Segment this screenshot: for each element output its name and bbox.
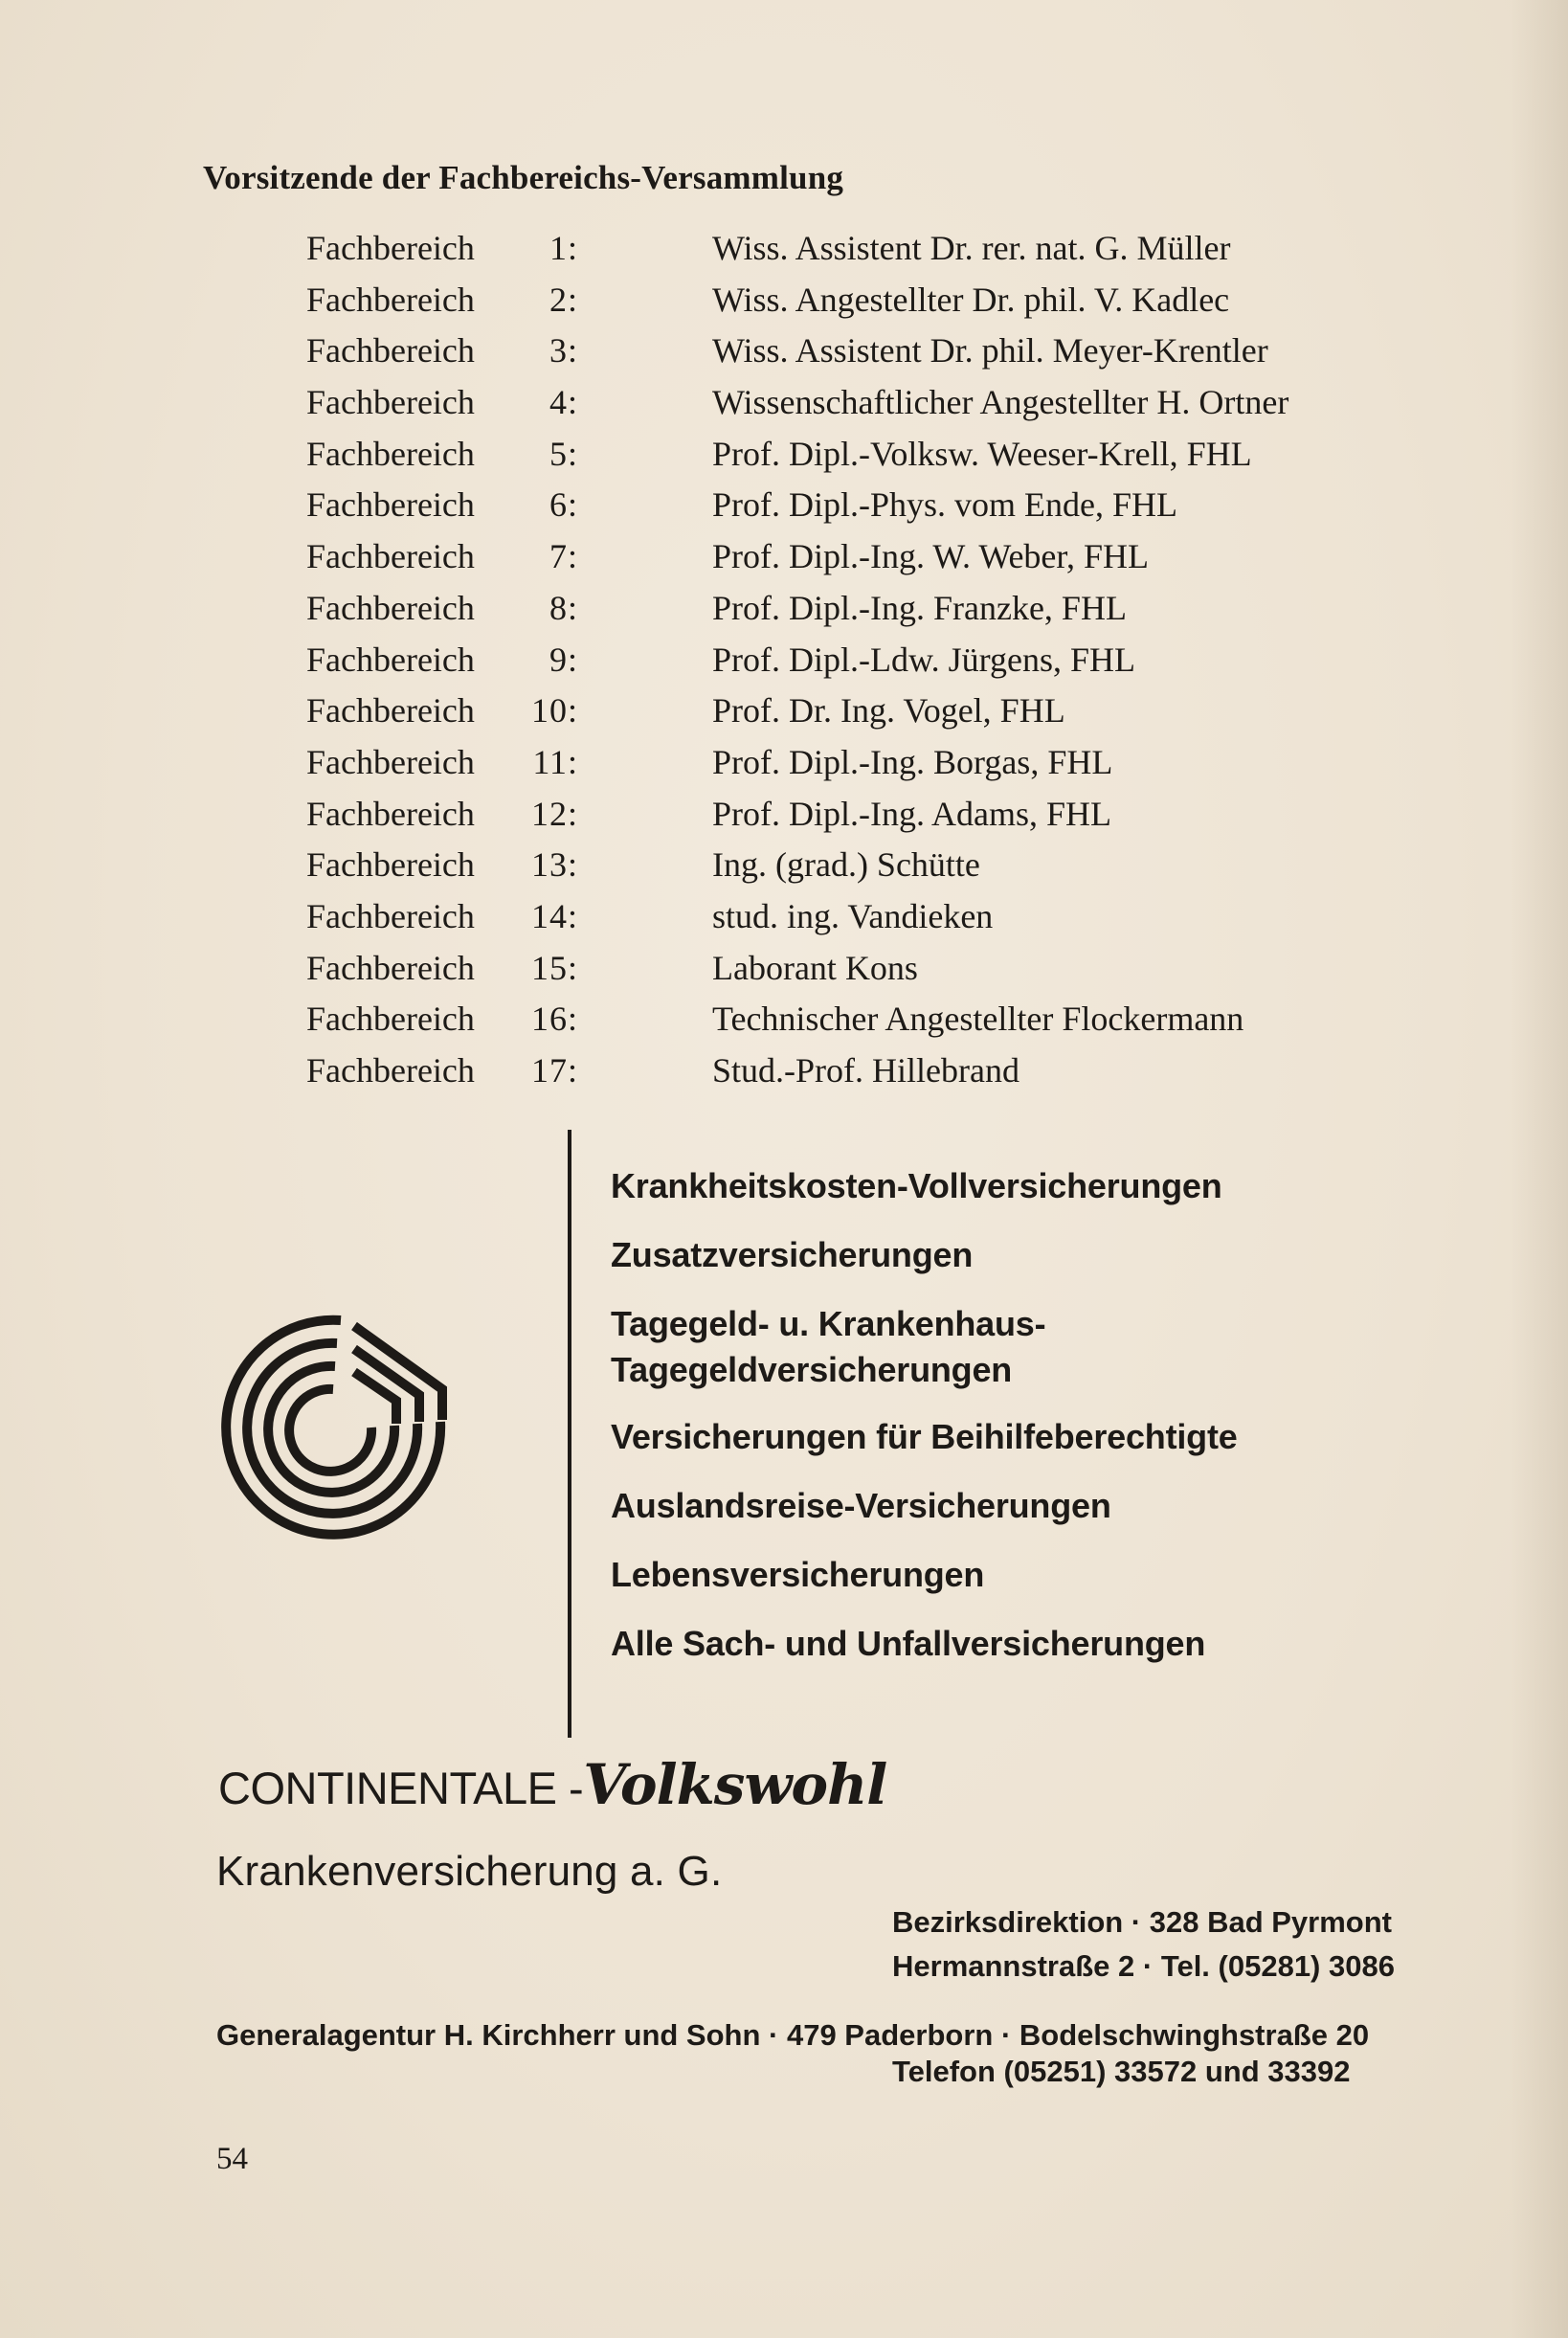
district-office-line: Bezirksdirektion · 328 Bad Pyrmont: [892, 1905, 1392, 1939]
chair-name: Prof. Dr. Ing. Vogel, FHL: [712, 691, 1065, 731]
chair-name: Stud.-Prof. Hillebrand: [712, 1051, 1019, 1090]
roster-row: [306, 480, 1436, 531]
roster-row: [306, 737, 1436, 789]
product-line: Tagegeld- u. Krankenhaus-: [611, 1304, 1046, 1343]
department-label: Fachbereich: [306, 896, 475, 935]
department-number: 13:: [530, 845, 578, 885]
department-number: 6:: [549, 485, 578, 525]
department-label: Fachbereich: [306, 229, 475, 267]
roster-row: [306, 789, 1436, 841]
roster-row: [306, 223, 1436, 275]
company-subtitle: Krankenversicherung a. G.: [216, 1848, 723, 1895]
continentale-logo-icon: [213, 1307, 448, 1544]
department-label: Fachbereich: [306, 691, 475, 731]
department-label: Fachbereich: [306, 640, 475, 679]
roster-row: [306, 326, 1436, 377]
chair-name: Prof. Dipl.-Volksw. Weeser-Krell, FHL: [712, 434, 1252, 473]
department-number: 8:: [549, 588, 578, 627]
department-number: 7:: [549, 537, 578, 576]
roster-row: [306, 840, 1436, 891]
department-label: Fachbereich: [306, 1000, 475, 1039]
page-edge-shadow: [1511, 0, 1568, 2338]
chair-name: stud. ing. Vandieken: [712, 896, 994, 935]
chair-name: Prof. Dipl.-Ldw. Jürgens, FHL: [712, 640, 1135, 679]
page-heading: Vorsitzende der Fachbereichs-Versammlung: [203, 159, 844, 196]
chair-name: Prof. Dipl.-Ing. W. Weber, FHL: [712, 537, 1149, 576]
chair-name: Prof. Dipl.-Phys. vom Ende, FHL: [712, 485, 1177, 525]
product-item: Krankheitskosten-Vollversicherungen: [611, 1166, 1222, 1205]
roster-row: [306, 943, 1436, 995]
department-label: Fachbereich: [306, 948, 475, 987]
chair-name: Wiss. Assistent Dr. rer. nat. G. Müller: [712, 229, 1231, 267]
department-label: Fachbereich: [306, 485, 475, 525]
department-label: Fachbereich: [306, 1051, 475, 1090]
chair-name: Technischer Angestellter Flockermann: [712, 1000, 1244, 1039]
department-number: 11:: [532, 742, 578, 781]
roster-row: [306, 377, 1436, 429]
roster-row: [306, 429, 1436, 481]
department-number: 16:: [530, 1000, 578, 1039]
agency-phone-line: Telefon (05251) 33572 und 33392: [892, 2055, 1351, 2088]
chair-name: Prof. Dipl.-Ing. Franzke, FHL: [712, 588, 1127, 627]
department-number: 9:: [549, 640, 578, 679]
insurance-products: [611, 1163, 1472, 1690]
product-line: Tagegeldversicherungen: [611, 1350, 1013, 1389]
department-number: 17:: [530, 1051, 578, 1090]
department-label: Fachbereich: [306, 588, 475, 627]
department-number: 15:: [530, 948, 578, 987]
department-label: Fachbereich: [306, 434, 475, 473]
roster-row: [306, 1045, 1436, 1097]
agency-line: Generalagentur H. Kirchherr und Sohn · 479 Paderborn · Bodelschwinghstraße 20: [216, 2018, 1370, 2052]
department-number: 14:: [530, 896, 578, 935]
department-label: Fachbereich: [306, 845, 475, 885]
department-number: 12:: [530, 794, 578, 833]
product-item: Alle Sach- und Unfallversicherungen: [611, 1624, 1206, 1663]
department-number: 5:: [549, 434, 578, 473]
roster-row: [306, 635, 1436, 686]
chair-name: Wiss. Assistent Dr. phil. Meyer-Krentler: [712, 331, 1268, 371]
department-number: 3:: [549, 331, 578, 371]
company-wordmark: [218, 1752, 886, 1817]
department-number: 4:: [549, 383, 578, 422]
product-item: Lebensversicherungen: [611, 1555, 985, 1594]
chair-name: Prof. Dipl.-Ing. Adams, FHL: [712, 794, 1111, 833]
roster-row: [306, 891, 1436, 943]
product-item: Versicherungen für Beihilfeberechtigte: [611, 1417, 1238, 1456]
product-item: [611, 1301, 1472, 1393]
roster-row: [306, 275, 1436, 326]
chair-roster: [306, 223, 1436, 1097]
department-label: Fachbereich: [306, 742, 475, 781]
chair-name: Ing. (grad.) Schütte: [712, 845, 980, 885]
department-number: 2:: [549, 280, 578, 319]
district-office-line: Hermannstraße 2 · Tel. (05281) 3086: [892, 1949, 1395, 1983]
product-item: Auslandsreise-Versicherungen: [611, 1486, 1111, 1525]
department-label: Fachbereich: [306, 331, 475, 371]
department-label: Fachbereich: [306, 794, 475, 833]
chair-name: Laborant Kons: [712, 948, 918, 987]
company-script-name: Volkswohl: [583, 1752, 887, 1817]
roster-row: [306, 583, 1436, 635]
roster-row: [306, 686, 1436, 737]
chair-name: Prof. Dipl.-Ing. Borgas, FHL: [712, 742, 1113, 781]
product-item: Zusatzversicherungen: [611, 1235, 974, 1274]
roster-row: [306, 994, 1436, 1045]
department-number: 10:: [530, 691, 578, 731]
chair-name: Wiss. Angestellter Dr. phil. V. Kadlec: [712, 280, 1230, 319]
page-number: 54: [216, 2142, 248, 2176]
department-label: Fachbereich: [306, 280, 475, 319]
department-label: Fachbereich: [306, 383, 475, 422]
chair-name: Wissenschaftlicher Angestellter H. Ortner: [712, 383, 1289, 422]
department-label: Fachbereich: [306, 537, 475, 576]
roster-row: [306, 531, 1436, 583]
company-name: CONTINENTALE -: [218, 1763, 584, 1813]
ad-divider: [568, 1130, 571, 1738]
department-number: 1:: [549, 229, 578, 267]
